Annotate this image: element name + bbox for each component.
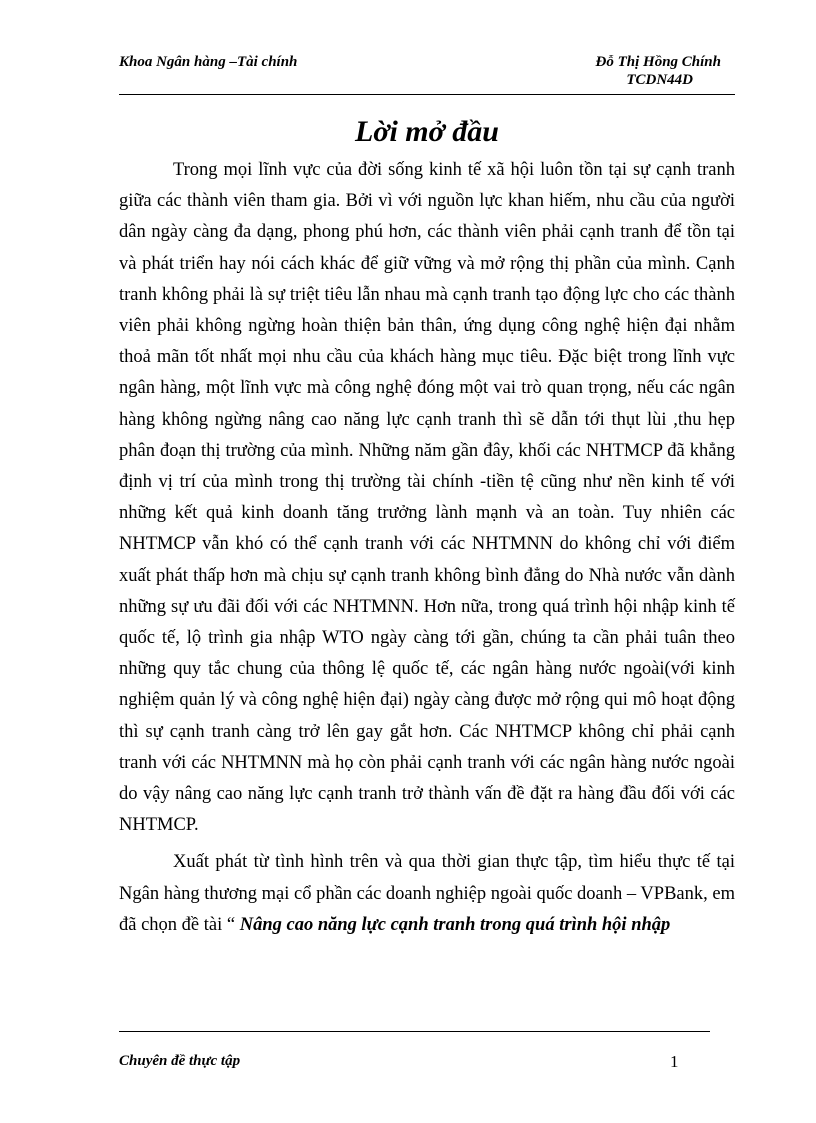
paragraph-2-text: Xuất phát từ tình hình trên và qua thời gian thực tập, tìm hiểu thực tế tại Ngân hàng thương mại cổ phần các doanh nghiệp ngoài quốc doanh – VPBank, em đã chọn đề tài “ (119, 852, 735, 935)
header-class-code: TCDN44D (626, 72, 693, 88)
footer-label: Chuyên đề thực tập (119, 1053, 241, 1069)
page-number: 1 (670, 1052, 679, 1071)
body-text (119, 155, 735, 941)
header-department: Khoa Ngân hàng –Tài chính (119, 54, 298, 70)
topic-title: Nâng cao năng lực cạnh tranh trong quá trình hội nhập (239, 914, 671, 935)
header-divider (119, 94, 735, 95)
paragraph-1: Trong mọi lĩnh vực của đời sống kinh tế xã hội luôn tồn tại sự cạnh tranh giữa các thành viên tham gia. Bởi vì với nguồn lực khan hiếm, nhu cầu của người dân ngày càng đa dạng, phong phú hơn, các thành viên phải cạnh tranh để tồn tại và phát triển hay nói cách khác để giữ vững và mở rộng thị phần của mình. Cạnh tranh không phải là sự triệt tiêu lẫn nhau mà cạnh tranh tạo động lực cho các thành viên phải không ngừng hoàn thiện bản thân, ứng dụng công nghệ hiện đại nhằm thoả mãn tốt nhất mọi nhu cầu của khách hàng mục tiêu. Đặc biệt trong lĩnh vực ngân hàng, một lĩnh vực mà công nghệ đóng một vai trò quan trọng, nếu các ngân hàng không ngừng nâng cao năng lực cạnh tranh thì sẽ dẫn tới thụt lùi ,thu hẹp phân đoạn thị trường của mình. Những năm gần đây, khối các NHTMCP đã khẳng định vị trí của mình trong thị trường tài chính -tiền tệ cũng như nền kinh tế với những kết quả kinh doanh tăng trưởng lành mạnh và an toàn. Tuy nhiên các NHTMCP vẫn khó có thể cạnh tranh với các NHTMNN do không chỉ với điểm xuất phát thấp hơn mà chịu sự cạnh tranh không bình đẳng do Nhà nước vẫn dành những sự ưu đãi đối với các NHTMNN. Hơn nữa, trong quá trình hội nhập kinh tế quốc tế, lộ trình gia nhập WTO ngày càng tới gần, chúng ta cần phải tuân theo những quy tắc chung của thông lệ quốc tế, các ngân hàng nước ngoài(với kinh nghiệm quản lý và công nghệ hiện đại) ngày càng được mở rộng qui mô hoạt động thì sự cạnh tranh càng trở lên gay gắt hơn. Các NHTMCP không chỉ phải cạnh tranh với các NHTMNN mà họ còn phải cạnh tranh với các ngân hàng nước ngoài do vậy nâng cao năng lực cạnh tranh trở thành vấn đề đặt ra hàng đầu đối với các NHTMCP. (119, 160, 735, 836)
header-author: Đỗ Thị Hồng Chính (595, 54, 721, 70)
page-title: Lời mở đầu (355, 115, 499, 148)
footer-divider (119, 1031, 710, 1032)
page-header (119, 52, 735, 94)
paragraph-2 (119, 847, 735, 941)
